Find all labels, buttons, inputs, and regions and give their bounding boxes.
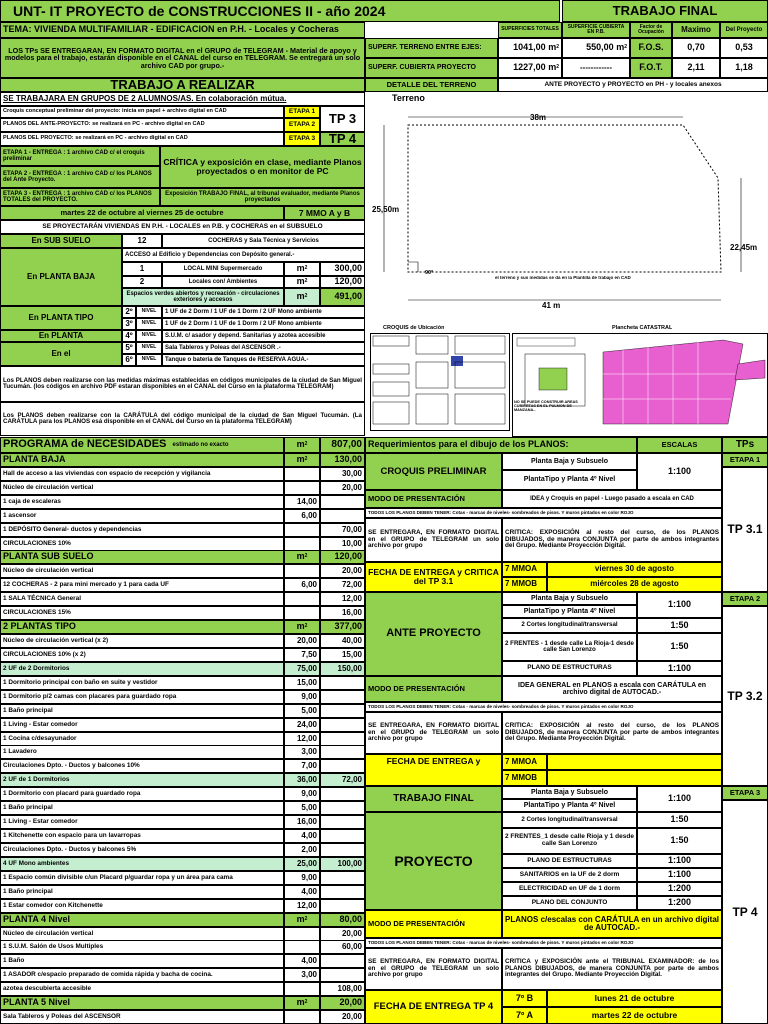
- e3-sanit: SANITARIOS en la UF de 2 dorm: [502, 868, 637, 882]
- nec-row-value: [320, 732, 365, 746]
- page-title: UNT- IT PROYECTO de CONSTRUCCIONES II - año 2024: [0, 0, 560, 22]
- nec-row-label: 1 Baño principal: [0, 801, 284, 815]
- r2-cub: ------------: [562, 58, 630, 78]
- nec-row-partial: [284, 1010, 320, 1024]
- e3-scale1: 1:100: [637, 786, 722, 812]
- nec-row-value: 12,00: [320, 592, 365, 606]
- pb1-n: 1: [122, 262, 162, 276]
- f31a: viernes 30 de agosto: [547, 562, 722, 577]
- nec-row-value: 30,00: [320, 467, 365, 481]
- nec-row-value: [320, 829, 365, 843]
- etapa2-label: ETAPA 2: [722, 592, 768, 606]
- nec-row-value: 40,00: [320, 634, 365, 648]
- croquis-preliminar: CROQUIS PRELIMINAR: [365, 453, 502, 490]
- nec-row-value: 150,00: [320, 662, 365, 676]
- nec-row-partial: [284, 606, 320, 620]
- final-title: TRABAJO FINAL: [562, 0, 768, 22]
- pb2-t: Locales con/ Ambientes: [162, 276, 284, 288]
- r1-tot: 1041,00 m 2: [498, 38, 562, 58]
- terreno-header: DETALLE DEL TERRENO: [365, 78, 498, 92]
- croquis-map: [370, 333, 510, 431]
- pb-label: En PLANTA BAJA: [0, 248, 122, 306]
- nec-row-partial: 36,00: [284, 773, 320, 787]
- nec-row-partial: [284, 940, 320, 954]
- et2: ETAPA 2 - ENTREGA : 1 archivo CAD c/ los PLANOS del Ante Proyecto.: [0, 166, 160, 188]
- r2-label: SUPERF. CUBIERTA PROYECTO: [365, 58, 498, 78]
- nec-row-partial: [284, 467, 320, 481]
- nec-row-value: 15,00: [320, 648, 365, 662]
- n3: 3º: [122, 318, 136, 330]
- n5: 5º: [122, 342, 136, 354]
- nec-row-value: 16,00: [320, 606, 365, 620]
- nec-row-partial: 16,00: [284, 815, 320, 829]
- r2-max: 2,11: [672, 58, 720, 78]
- nec-row-partial: 7,00: [284, 759, 320, 773]
- nec-row-value: 108,00: [320, 982, 365, 996]
- nec-row-value: [320, 954, 365, 968]
- e1-scale: 1:100: [637, 453, 722, 490]
- e2-scale1: 1:100: [637, 592, 722, 618]
- nec-row-partial: 9,00: [284, 690, 320, 704]
- nec-row-value: [320, 676, 365, 690]
- manzana-note: NO SE PUEDE CONSTRUIR AREAS CUBIERTAS EN EL PULMON DE MANZANA.-: [514, 400, 578, 413]
- nec-row-value: [320, 843, 365, 857]
- nec-row-m2: m 2: [284, 913, 320, 927]
- terreno-diagram: [366, 104, 766, 314]
- acceso: ACCESO al Edificio y Dependencias con Depósito general.-: [122, 248, 365, 262]
- dim-bottom-label: 41 m: [542, 302, 561, 310]
- nec-row-value: 60,00: [320, 940, 365, 954]
- h-factor: Factor de Ocupación: [630, 22, 672, 38]
- plancheta-title: Plancheta CATASTRAL: [612, 325, 673, 331]
- e3-scale7: 1:200: [637, 896, 722, 910]
- modo2-label: MODO DE PRESENTACIÓN: [365, 676, 502, 702]
- trabajo-title: TRABAJO A REALIZAR: [0, 78, 365, 92]
- ss-num: 12: [122, 234, 162, 248]
- critica4: CRITICA y EXPOSICIÓN ante el TRIBUNAL EXAMINADOR: de los PLANOS DIBUJADOS, de manera CONJUNTA por parte de ambos integrantes del Grupo. Mediante Proyección Digital.: [502, 948, 722, 990]
- dim-left-label: 25,50m: [372, 206, 400, 214]
- pb2-v: 120,00: [320, 276, 365, 288]
- e3-pt4: PlantaTipo y Planta 4º Nivel: [502, 799, 637, 812]
- h-max: Maximo: [672, 22, 720, 38]
- todos3: TODOS LOS PLANOS DEBEN TENER: Cotas - marcas de niveles- sombreados de pisos. Y muros pintados en color ROJO: [365, 938, 722, 948]
- nec-row-m2: m 2: [284, 453, 320, 467]
- nec-row-label: PLANTA 4 Nivel: [0, 913, 284, 927]
- e3-scale4: 1:100: [637, 854, 722, 868]
- n4-nivel: NIVEL: [136, 330, 162, 342]
- nec-row-partial: 7,50: [284, 648, 320, 662]
- nec-row-label: 2 UF de 2 Dormitorios: [0, 662, 284, 676]
- nec-row-partial: [284, 481, 320, 495]
- etapa-2: ETAPA 2: [284, 118, 320, 132]
- n6: 6º: [122, 354, 136, 366]
- nec-row-partial: 24,00: [284, 718, 320, 732]
- etapa-3: ETAPA 3: [284, 132, 320, 146]
- nec-row-label: Núcleo de circulación vertical: [0, 927, 284, 941]
- e3-scale6: 1:200: [637, 882, 722, 896]
- f4a: martes 22 de octubre: [547, 1007, 722, 1024]
- ss-text: COCHERAS y Sala Técnica y Servicios: [162, 234, 365, 248]
- r2-proy: 1,18: [720, 58, 768, 78]
- nec-row-value: 20,00: [320, 1010, 365, 1024]
- nec-row-label: 1 Kitchenette con espacio para un lavarropas: [0, 829, 284, 843]
- a7: 7º A: [502, 1007, 547, 1024]
- nec-row-label: 1 Baño principal: [0, 885, 284, 899]
- n2-nivel: NIVEL: [136, 306, 162, 318]
- nec-row-value: 10,00: [320, 537, 365, 551]
- necesidades-title: PROGRAMA de NECESIDADES estimado no exacto: [0, 437, 284, 453]
- r1-proy: 0,53: [720, 38, 768, 58]
- critica: CRÍTICA y exposición en clase, mediante Planos proyectados o en monitor de PC: [160, 146, 365, 188]
- tp4-final: TP 4: [722, 800, 768, 1024]
- ante-header: ANTE PROYECTO y PROYECTO en PH - y locales anexos: [498, 78, 768, 92]
- trabajo-final: TRABAJO FINAL: [365, 786, 502, 812]
- e3-cortes: 2 Cortes longitudinal/transversal: [502, 812, 637, 828]
- tp4: TP 4: [320, 132, 365, 146]
- nec-row-partial: 9,00: [284, 787, 320, 801]
- nec-row-partial: 5,00: [284, 704, 320, 718]
- nec-row-value: 72,00: [320, 578, 365, 592]
- nec-row-label: 12 COCHERAS - 2 para mini mercado y 1 para cada UF: [0, 578, 284, 592]
- n4-t: S.U.M. c/ asador y depend. Sanitarias y azotea accesible: [162, 330, 365, 342]
- e3-frentes: 2 FRENTES_1 desde calle Rioja y 1 desde calle San Lorenzo: [502, 828, 637, 854]
- nec-row-label: Núcleo de circulación vertical (x 2): [0, 634, 284, 648]
- terreno-note: el terreno y sus medidas se dá en la Plantilla de trabajo en CAD: [495, 276, 631, 280]
- modo3-label: MODO DE PRESENTACIÓN: [365, 910, 502, 938]
- fecha: martes 22 de octubre al viernes 25 de octubre: [0, 206, 284, 220]
- critica2: CRITICA: EXPOSICIÓN al resto del curso, de los PLANOS DIBUJADOS, de manera CONJUNTA por parte de ambos integrantes del Grupo. Mediante Proyección Digital.: [502, 712, 722, 754]
- f31b: miércoles 28 de agosto: [547, 577, 722, 592]
- nec-row-value: [320, 787, 365, 801]
- etapa3-label: ETAPA 3: [722, 786, 768, 800]
- nec-row-label: Hall de acceso a las viviendas con espacio de recepción y vigilancia: [0, 467, 284, 481]
- n6-nivel: NIVEL: [136, 354, 162, 366]
- nec-row-label: 1 ascensor: [0, 509, 284, 523]
- nec-row-value: 20,00: [320, 564, 365, 578]
- esp-v: 491,00: [320, 288, 365, 306]
- h-sup-tot: SUPERFICIES TOTALES: [498, 22, 562, 38]
- nec-row-value: [320, 871, 365, 885]
- nec-row-partial: [284, 927, 320, 941]
- nec-row-label: 1 Estar comedor con Kitchenette: [0, 899, 284, 913]
- e3-scale3: 1:50: [637, 828, 722, 854]
- nec-row-value: 120,00: [320, 550, 365, 564]
- dim-right-label: 22,45m: [730, 244, 758, 252]
- n5-t: Sala Tableros y Poleas del ASCENSOR .-: [162, 342, 365, 354]
- modo2-text: IDEA GENERAL en PLANOS a escala con CARÁTULA en archivo digital de AUTOCAD.-: [502, 676, 722, 702]
- e3-scale2: 1:50: [637, 812, 722, 828]
- nec-row-label: CIRCULACIONES 15%: [0, 606, 284, 620]
- nec-row-value: 80,00: [320, 913, 365, 927]
- fecha4: FECHA DE ENTREGA TP 4: [365, 990, 502, 1024]
- nec-row-value: [320, 968, 365, 982]
- nec-row-partial: 2,00: [284, 843, 320, 857]
- nec-row-value: 20,00: [320, 927, 365, 941]
- nec-row-partial: 3,00: [284, 968, 320, 982]
- nec-row-label: 1 caja de escaleras: [0, 495, 284, 509]
- nec-row-label: PLANTA BAJA: [0, 453, 284, 467]
- entrega3: SE ENTREGARA, EN FORMATO DIGITAL en el GRUPO de TELEGRAM un solo archivo por grupo: [365, 948, 502, 990]
- escalas-header: ESCALAS: [637, 437, 722, 453]
- nec-row-label: 1 Baño principal: [0, 704, 284, 718]
- plancheta-map: [512, 333, 768, 437]
- e1-pt4: PlantaTipo y Planta 4º Nivel: [502, 470, 637, 490]
- terreno-title: Terreno: [392, 94, 425, 103]
- e3-conj: PLANO DEL CONJUNTO: [502, 896, 637, 910]
- pb2-n: 2: [122, 276, 162, 288]
- note1: Los PLANOS deben realizarse con las medidas máximas establecidas en códigos municipales de la ciudad de San Miguel Tucumán. (los códigos en archivo PDF estaran disponibles en el CANAL del Curso en la plataforma TELEGRAM): [0, 366, 365, 402]
- r2-tot: 1227,00 m 2: [498, 58, 562, 78]
- e2-scale3: 1:50: [637, 633, 722, 661]
- ante-proyecto: ANTE PROYECTO: [365, 592, 502, 676]
- fecha32: FECHA DE ENTREGA y: [365, 754, 502, 786]
- e2-pt4: PlantaTipo y Planta 4º Nivel: [502, 605, 637, 618]
- nec-row-partial: [284, 982, 320, 996]
- r1-cub: 550,00 m 2: [562, 38, 630, 58]
- mmob2: 7 MMOB: [502, 770, 547, 786]
- nec-row-label: 1 ASADOR c/espacio preparado de comida rápida y bacha de cocina.: [0, 968, 284, 982]
- nec-row-partial: [284, 537, 320, 551]
- entrega2: SE ENTREGARA, EN FORMATO DIGITAL en el GRUPO de TELEGRAM un solo archivo por grupo: [365, 712, 502, 754]
- tp32: TP 3.2: [722, 606, 768, 786]
- nec-row-value: [320, 495, 365, 509]
- nec-row-partial: 4,00: [284, 954, 320, 968]
- entrega1: SE ENTREGARA, EN FORMATO DIGITAL en el GRUPO de TELEGRAM un solo archivo por grupo: [365, 518, 502, 562]
- nec-row-label: Núcleo de circulación vertical: [0, 564, 284, 578]
- tp3: TP 3: [320, 106, 365, 132]
- tps-header: TPs: [722, 437, 768, 453]
- c2: PLANOS DEL ANTE-PROYECTO: se realizará en PC - archivo digital en CAD: [0, 118, 284, 132]
- nec-row-label: 1 Espacio común divisible c/un Placard p/guardar ropa y un área para cama: [0, 871, 284, 885]
- e3-estr: PLANO DE ESTRUCTURAS: [502, 854, 637, 868]
- f4b: lunes 21 de octubre: [547, 990, 722, 1007]
- pb1-v: 300,00: [320, 262, 365, 276]
- e2-frentes: 2 FRENTES - 1 desde calle La Rioja-1 desde calle San Lorenzo: [502, 633, 637, 661]
- r2-f: F.O.T.: [630, 58, 672, 78]
- r1-max: 0,70: [672, 38, 720, 58]
- nec-row-label: 1 Baño: [0, 954, 284, 968]
- nec-row-partial: 12,00: [284, 899, 320, 913]
- nec-row-value: [320, 745, 365, 759]
- croquis-title: CROQUIS de Ubicación: [383, 325, 445, 331]
- nec-row-label: 1 Lavadero: [0, 745, 284, 759]
- nec-row-value: 70,00: [320, 523, 365, 537]
- program-title: SE PROYECTARÁN VIVIENDAS EN P.H. - LOCALES en P.B. y COCHERAS en el SUBSUELO: [0, 220, 365, 234]
- nec-row-partial: 14,00: [284, 495, 320, 509]
- mmo: 7 MMO A y B: [284, 206, 365, 220]
- nec-row-label: PLANTA SUB SUELO: [0, 550, 284, 564]
- n3-nivel: NIVEL: [136, 318, 162, 330]
- nec-row-value: [320, 899, 365, 913]
- nec-row-label: 4 UF Mono ambientes: [0, 857, 284, 871]
- dim-top-label: 38m: [530, 114, 547, 122]
- nec-row-value: [320, 690, 365, 704]
- nec-row-m2: m 2: [284, 620, 320, 634]
- esp: Espacios verdes abiertos y recreación - circulaciones exteriores y accesos: [122, 288, 284, 306]
- nec-row-label: 1 DEPÓSITO General- ductos y dependencias: [0, 523, 284, 537]
- nec-row-label: CIRCULACIONES 10% (x 2): [0, 648, 284, 662]
- nec-row-partial: [284, 592, 320, 606]
- etapa1-label: ETAPA 1: [722, 453, 768, 467]
- nec-row-label: 1 Dormitorio p/2 camas con placares para guardado ropa: [0, 690, 284, 704]
- nec-row-value: [320, 801, 365, 815]
- nec-row-label: 1 S.U.M. Salón de Usos Multiples: [0, 940, 284, 954]
- r1-label: SUPERF. TERRENO ENTRE EJES:: [365, 38, 498, 58]
- nec-row-partial: 75,00: [284, 662, 320, 676]
- nec-row-value: [320, 885, 365, 899]
- e3-scale5: 1:100: [637, 868, 722, 882]
- e2-scale2: 1:50: [637, 618, 722, 633]
- etapa-1: ETAPA 1: [284, 106, 320, 118]
- nec-row-value: [320, 718, 365, 732]
- nec-row-value: [320, 815, 365, 829]
- nec-row-value: [320, 704, 365, 718]
- nec-row-label: 2 UF de 1 Dormitorios: [0, 773, 284, 787]
- nec-row-m2: m 2: [284, 996, 320, 1010]
- nec-row-label: azotea descubierta accesible: [0, 982, 284, 996]
- modo1-text: IDEA y Croquis en papel - Luego pasado a escala en CAD: [502, 490, 722, 508]
- mmoa2: 7 MMOA: [502, 754, 547, 770]
- nec-row-value: [320, 759, 365, 773]
- angle-label: 90º: [425, 270, 434, 276]
- e2-estr: PLANO DE ESTRUCTURAS: [502, 661, 637, 676]
- req-title: Requerimientos para el dibujo de los PLANOS:: [365, 437, 637, 453]
- manzana-green: [539, 368, 567, 390]
- n6-t: Tanque o batería de Tanques de RESERVA AGUA.-: [162, 354, 365, 366]
- critica1: CRITICA: EXPOSICIÓN al resto del curso, de los PLANOS DIBUJADOS, de manera CONJUNTA por parte de ambos integrantes del Grupo. Mediante Proyección Digital.: [502, 518, 722, 562]
- terreno-outline: [408, 125, 721, 272]
- nec-row-label: 1 Cocina c/desayunador: [0, 732, 284, 746]
- nec-row-label: Sala Tableros y Poleas del ASCENSOR: [0, 1010, 284, 1024]
- n5-nivel: NIVEL: [136, 342, 162, 354]
- pt-label: En PLANTA TIPO: [0, 306, 122, 330]
- e2-pb-ss: Planta Baja y Subsuelo: [502, 592, 637, 605]
- mmoa1: 7 MMOA: [502, 562, 547, 577]
- ss-label: En SUB SUELO: [0, 234, 122, 248]
- todos2: TODOS LOS PLANOS DEBEN TENER: Cotas - marcas de niveles- sombreados de pisos. Y muros pintados en color ROJO: [365, 702, 722, 712]
- e3-elec: ELECTRICIDAD en UF de 1 dorm: [502, 882, 637, 896]
- nec-row-partial: 9,00: [284, 871, 320, 885]
- nec-row-label: Circulaciones Dpto. - Ductos y balcones 10%: [0, 759, 284, 773]
- et3: ETAPA 3 - ENTREGA : 1 archivo CAD c/ los PLANOS TOTALES del PROYECTO.: [0, 188, 160, 206]
- tp31: TP 3.1: [722, 467, 768, 592]
- nec-row-value: [320, 509, 365, 523]
- expo: Exposición TRABAJO FINAL, al tribunal evaluador, mediante Planos proyectados: [160, 188, 365, 206]
- p-label: En PLANTA: [0, 330, 122, 342]
- nec-row-label: 1 Living - Estar comedor: [0, 718, 284, 732]
- n2: 2º: [122, 306, 136, 318]
- c1: Croquis conceptual preliminar del proyecto: inicia en papel + archivo digital en CAD: [0, 106, 284, 118]
- nec-row-partial: [284, 523, 320, 537]
- nec-total: 807,00: [320, 437, 365, 453]
- nec-row-value: 20,00: [320, 996, 365, 1010]
- nec-row-value: 377,00: [320, 620, 365, 634]
- h-proy: Del Proyecto: [720, 22, 768, 38]
- c3: PLANOS DEL PROYECTO: se realizará en PC - archivo digital en CAD: [0, 132, 284, 146]
- nec-row-value: 20,00: [320, 481, 365, 495]
- pb1-t: LOCAL MINI Supermercado: [162, 262, 284, 276]
- nec-row-partial: [284, 564, 320, 578]
- n4: 4º: [122, 330, 136, 342]
- esp-m2: m 2: [284, 288, 320, 306]
- e2-cortes: 2 Cortes longitudinal/transversal: [502, 618, 637, 633]
- modo1-label: MODO DE PRESENTACIÓN: [365, 490, 502, 508]
- h-sup-cub: SUPERFICIE CUBIERTA EN P.B.: [562, 22, 630, 38]
- nec-row-partial: 4,00: [284, 829, 320, 843]
- grupos: SE TRABAJARA EN GRUPOS DE 2 ALUMNOS/AS. En colaboración mútua.: [0, 92, 365, 106]
- e1-pb-ss: Planta Baja y Subsuelo: [502, 453, 637, 470]
- nec-row-label: PLANTA 5 Nivel: [0, 996, 284, 1010]
- r1-f: F.O.S.: [630, 38, 672, 58]
- note2: Los PLANOS deben realizarse con la CARÁTULA del código municipal de la ciudad de San Miguel Tucumán. (La CARÁTULA para los PLANOS esá disponible en el CANAL del Curso en la plataforma TELEGRAM): [0, 402, 365, 436]
- nec-row-label: 1 SALA TÉCNICA General: [0, 592, 284, 606]
- f32b: [547, 770, 722, 786]
- fecha31: FECHA DE ENTREGA y CRITICA del TP 3.1: [365, 562, 502, 592]
- el-label: En el: [0, 342, 122, 366]
- n2-t: 1 UF de 2 Dorm / 1 UF de 1 Dorm / 2 UF Mono ambiente: [162, 306, 365, 318]
- nec-row-partial: 25,00: [284, 857, 320, 871]
- f32a: [547, 754, 722, 770]
- nec-row-partial: 6,00: [284, 509, 320, 523]
- nec-m2: m 2: [284, 437, 320, 453]
- pb2-m2: m 2: [284, 276, 320, 288]
- nec-row-partial: 6,00: [284, 578, 320, 592]
- nec-row-value: 72,00: [320, 773, 365, 787]
- nec-row-partial: 12,00: [284, 732, 320, 746]
- nec-row-partial: 5,00: [284, 801, 320, 815]
- proyecto: PROYECTO: [365, 812, 502, 910]
- nec-row-value: 100,00: [320, 857, 365, 871]
- nec-row-label: Núcleo de circulación vertical: [0, 481, 284, 495]
- b7: 7º B: [502, 990, 547, 1007]
- tema: TEMA: VIVIENDA MULTIFAMILIAR - EDIFICACION en P.H. - Locales y Cocheras: [0, 22, 365, 38]
- et1: ETAPA 1 - ENTREGA : 1 archivo CAD c/ el croquis preliminar: [0, 146, 160, 166]
- pb1-m2: m 2: [284, 262, 320, 276]
- nec-row-label: CIRCULACIONES 10%: [0, 537, 284, 551]
- plancheta-drawing: [513, 334, 767, 436]
- nec-row-partial: 15,00: [284, 676, 320, 690]
- right-angle-mark: [408, 262, 418, 272]
- n3-t: 1 UF de 2 Dorm / 1 UF de 1 Dorm / 2 UF Mono ambiente: [162, 318, 365, 330]
- croquis-streets: [371, 334, 509, 430]
- nec-row-label: 1 Dormitorio principal con baño en suite y vestidor: [0, 676, 284, 690]
- todos1: TODOS LOS PLANOS DEBEN TENER: Cotas - marcas de niveles- sombreados de pisos. Y muros pintados en color ROJO: [365, 508, 722, 518]
- nec-row-label: 1 Dormitorio con placard para guardado ropa: [0, 787, 284, 801]
- nec-row-label: Circulaciones Dpto. - Ductos y balcones 5%: [0, 843, 284, 857]
- e2-scale4: 1:100: [637, 661, 722, 676]
- modo3-text: PLANOS c/escalas con CARÁTULA en un archivo digital de AUTOCAD.-: [502, 910, 722, 938]
- nec-row-label: 1 Living - Estar comedor: [0, 815, 284, 829]
- nec-row-m2: m 2: [284, 550, 320, 564]
- nec-row-label: 2 PLANTAS TIPO: [0, 620, 284, 634]
- nec-row-partial: 3,00: [284, 745, 320, 759]
- mmob1: 7 MMOB: [502, 577, 547, 592]
- e3-pb-ss: Planta Baja y Subsuelo: [502, 786, 637, 799]
- intro-text: LOS TPs SE ENTREGARAN, EN FORMATO DIGITAL en el GRUPO de TELEGRAM - Material de apoyo y modelos para el trabajo, estarán disponible en el CANAL del curso en TELEGRAM. Se entregará un solo archivo CAD por grupo.-: [0, 38, 365, 78]
- nec-row-partial: 20,00: [284, 634, 320, 648]
- nec-row-value: 130,00: [320, 453, 365, 467]
- nec-row-partial: 4,00: [284, 885, 320, 899]
